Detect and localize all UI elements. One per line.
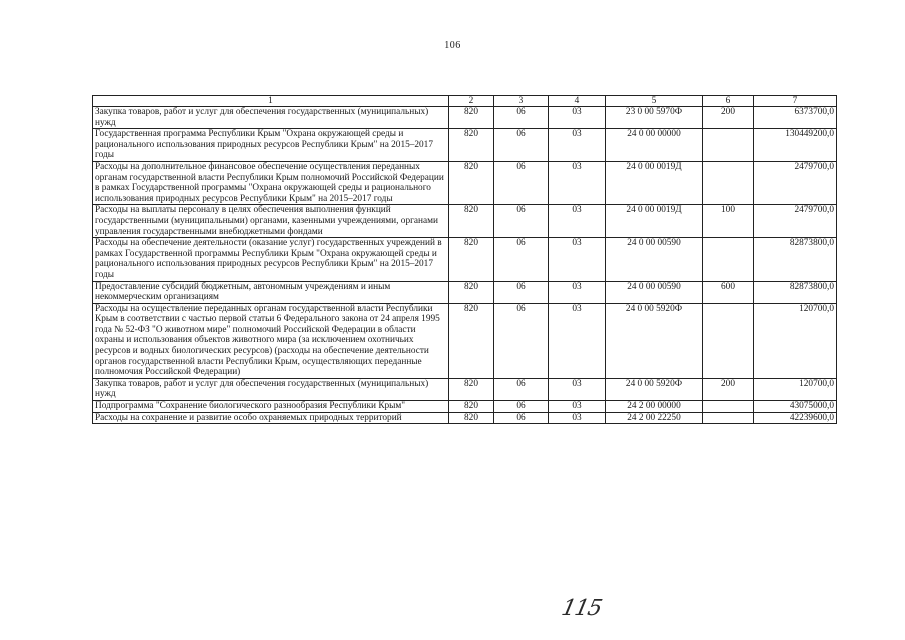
section-code: 06 [494,281,549,303]
expense-type-code [703,161,754,204]
section-code: 06 [494,238,549,281]
subsection-code: 03 [549,161,606,204]
row-name: Расходы на выплаты персоналу в целях обеспечения выполнения функций государственными (муниципальными) органами, казенными учреждениями, органами управления государственными внебюджетными фондами [93,205,449,238]
ved-code: 820 [449,378,494,400]
target-article-code: 24 0 00 0019Д [606,161,703,204]
amount: 42239600,0 [754,412,837,424]
column-header: 6 [703,96,754,107]
table-row [93,303,837,378]
target-article-code: 24 0 00 5920Ф [606,303,703,378]
section-code: 06 [494,107,549,129]
table-row [93,238,837,281]
target-article-code: 24 2 00 22250 [606,412,703,424]
subsection-code: 03 [549,281,606,303]
target-article-code: 24 0 00 00590 [606,238,703,281]
section-code: 06 [494,378,549,400]
amount: 6373700,0 [754,107,837,129]
subsection-code: 03 [549,238,606,281]
column-header: 3 [494,96,549,107]
table-row [93,205,837,238]
subsection-code: 03 [549,129,606,162]
table-row [93,281,837,303]
row-name: Расходы на осуществление переданных органам государственной власти Республики Крым в соответствии с частью первой статьи 6 Федерального закона от 24 апреля 1995 года № 52-ФЗ "О животном мире" полномочий Российской Федерации в области охраны и использования объектов животного мира (за исключением охотничьих ресурсов и водных биологических ресурсов) (расходы на обеспечение деятельности органов государственной власти Республики Крым, осуществляющих переданные полномочия Российской Федерации) [93,303,449,378]
target-article-code: 24 0 00 5920Ф [606,378,703,400]
expense-type-code: 600 [703,281,754,303]
row-name: Закупка товаров, работ и услуг для обеспечения государственных (муниципальных) нужд [93,378,449,400]
table-row [93,129,837,162]
target-article-code: 23 0 00 5970Ф [606,107,703,129]
table-row [93,401,837,413]
section-code: 06 [494,401,549,413]
amount: 2479700,0 [754,205,837,238]
section-code: 06 [494,412,549,424]
row-name: Предоставление субсидий бюджетным, автономным учреждениям и иным некоммерческим организациям [93,281,449,303]
subsection-code: 03 [549,378,606,400]
target-article-code: 24 0 00 00590 [606,281,703,303]
expense-type-code [703,401,754,413]
table-header-row [93,96,837,107]
row-name: Расходы на дополнительное финансовое обеспечение осуществления переданных органам государственной власти Республики Крым полномочий Российской Федерации в рамках Государственной программы "Охрана окружающей среды и рационального использования природных ресурсов Республики Крым" на 2015–2017 годы [93,161,449,204]
budget-table [92,95,837,424]
column-header: 5 [606,96,703,107]
ved-code: 820 [449,412,494,424]
subsection-code: 03 [549,401,606,413]
subsection-code: 03 [549,205,606,238]
column-header: 7 [754,96,837,107]
expense-type-code: 200 [703,107,754,129]
page-number: 106 [444,40,461,51]
subsection-code: 03 [549,107,606,129]
row-name: Расходы на сохранение и развитие особо охраняемых природных территорий [93,412,449,424]
ved-code: 820 [449,238,494,281]
column-header: 2 [449,96,494,107]
subsection-code: 03 [549,303,606,378]
amount: 120700,0 [754,303,837,378]
expense-type-code [703,412,754,424]
target-article-code: 24 0 00 0019Д [606,205,703,238]
ved-code: 820 [449,107,494,129]
amount: 82873800,0 [754,281,837,303]
ved-code: 820 [449,161,494,204]
expense-type-code: 200 [703,378,754,400]
section-code: 06 [494,205,549,238]
amount: 43075000,0 [754,401,837,413]
ved-code: 820 [449,129,494,162]
amount: 2479700,0 [754,161,837,204]
table-row [93,378,837,400]
row-name: Расходы на обеспечение деятельности (оказание услуг) государственных учреждений в рамках Государственной программы Республики Крым "Охрана окружающей среды и рационального использования природных ресурсов Республики Крым" на 2015–2017 годы [93,238,449,281]
table-row [93,107,837,129]
amount: 82873800,0 [754,238,837,281]
table-row [93,412,837,424]
amount: 130449200,0 [754,129,837,162]
row-name: Подпрограмма "Сохранение биологического разнообразия Республики Крым" [93,401,449,413]
handwritten-page-number: 115 [559,596,604,621]
section-code: 06 [494,129,549,162]
target-article-code: 24 0 00 00000 [606,129,703,162]
table-row [93,161,837,204]
ved-code: 820 [449,401,494,413]
expense-type-code [703,238,754,281]
ved-code: 820 [449,303,494,378]
amount: 120700,0 [754,378,837,400]
subsection-code: 03 [549,412,606,424]
expense-type-code [703,129,754,162]
target-article-code: 24 2 00 00000 [606,401,703,413]
expense-type-code: 100 [703,205,754,238]
section-code: 06 [494,161,549,204]
ved-code: 820 [449,205,494,238]
expense-type-code [703,303,754,378]
row-name: Закупка товаров, работ и услуг для обеспечения государственных (муниципальных) нужд [93,107,449,129]
section-code: 06 [494,303,549,378]
column-header: 1 [93,96,449,107]
row-name: Государственная программа Республики Крым "Охрана окружающей среды и рационального использования природных ресурсов Республики Крым" на 2015–2017 годы [93,129,449,162]
ved-code: 820 [449,281,494,303]
column-header: 4 [549,96,606,107]
